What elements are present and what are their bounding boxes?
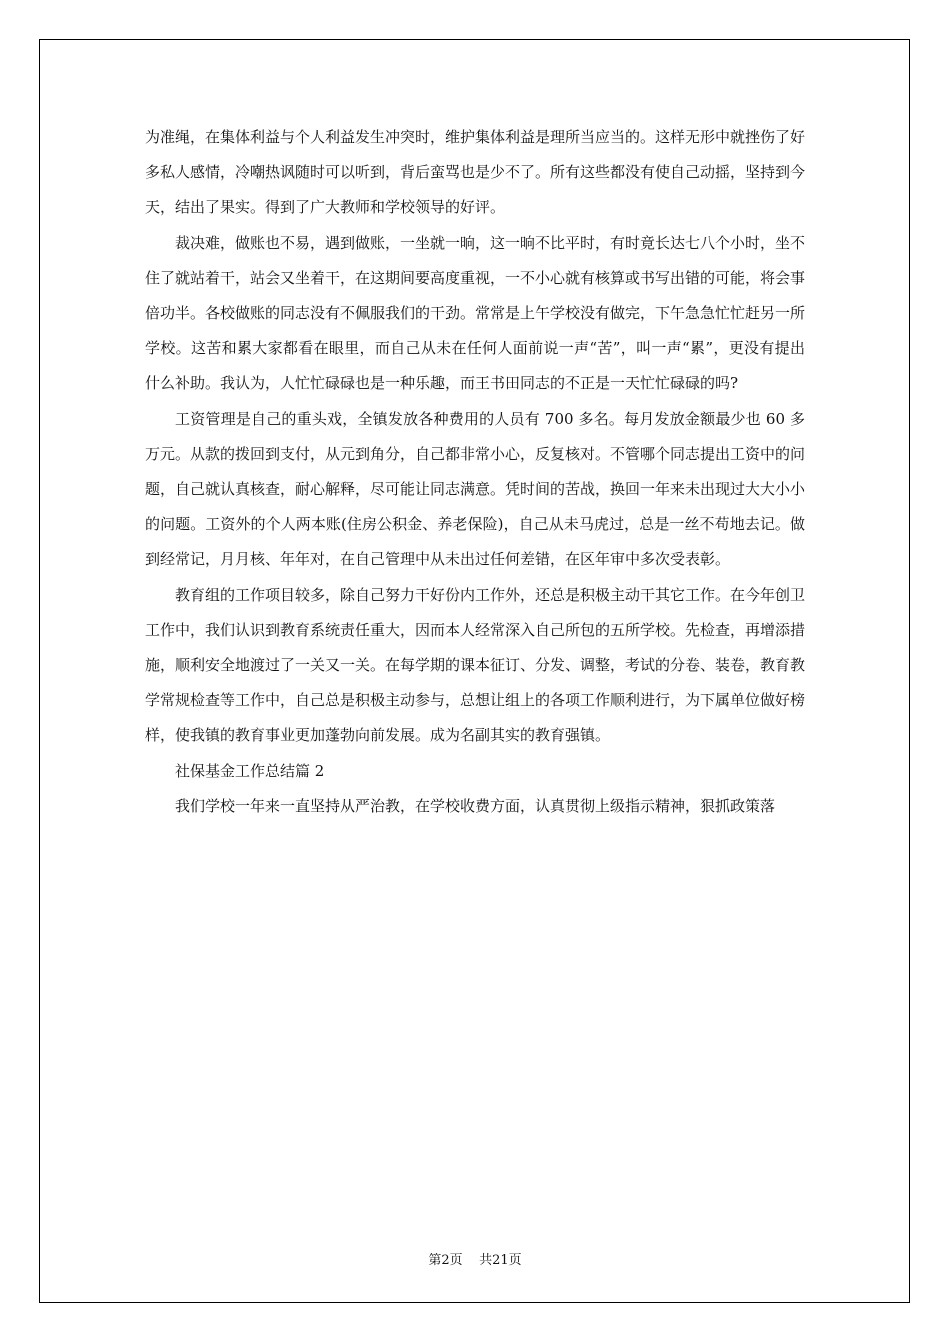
paragraph-4: 教育组的工作项目较多，除自己努力干好份内工作外，还总是积极主动干其它工作。在今年创卫工作中，我们认识到教育系统责任重大，因而本人经常深入自己所包的五所学校。先检查，再增添措施，顺利安全地渡过了一关又一关。在每学期的课本征订、分发、调整，考试的分卷、装卷，教育教学常规检查等工作中，自己总是积极主动参与，总想让组上的各项工作顺利进行，为下属单位做好榜样，使我镇的教育事业更加蓬勃向前发展。成为名副其实的教育强镇。 xyxy=(145,585,806,745)
paragraph-3: 工资管理是自己的重头戏，全镇发放各种费用的人员有 700 多名。每月发放金额最少也 60 多万元。从款的拨回到支付，从元到角分，自己都非常小心，反复核对。不管哪个同志提出工资中的问题，自己就认真核查，耐心解释，尽可能让同志满意。凭时间的苦战，换回一年来未出现过大大小小的问题。工资外的个人两本账(住房公积金、养老保险)，自己从未马虎过，总是一丝不苟地去记。做到经常记，月月核、年年对，在自己管理中从未出过任何差错，在区年审中多次受表彰。 xyxy=(145,409,806,569)
paragraph-1: 为准绳，在集体利益与个人利益发生冲突时，维护集体利益是理所当应当的。这样无形中就挫伤了好多私人感情，冷嘲热讽随时可以听到，背后蛮骂也是少不了。所有这些都没有使自己动摇，坚持到今天，结出了果实。得到了广大教师和学校领导的好评。 xyxy=(145,128,806,217)
paragraph-5: 我们学校一年来一直坚持从严治教，在学校收费方面，认真贯彻上级指示精神，狠抓政策落 xyxy=(175,796,776,815)
page-number-footer: 第2页 共21页 xyxy=(428,1253,522,1268)
section-heading: 社保基金工作总结篇 2 xyxy=(175,761,325,780)
document-body xyxy=(145,120,805,824)
paragraph-2: 裁决难，做账也不易，遇到做账，一坐就一晌，这一晌不比平时，有时竟长达七八个小时，坐不住了就站着干，站会又坐着干，在这期间要高度重视，一不小心就有核算或书写出错的可能，将会事倍功半。各校做账的同志没有不佩服我们的干劲。常常是上午学校没有做完，下午急急忙忙赶另一所学校。这苦和累大家都看在眼里，而自己从未在任何人面前说一声“苦”，叫一声“累”，更没有提出什么补助。我认为，人忙忙碌碌也是一种乐趣，而王书田同志的不正是一天忙忙碌碌的吗? xyxy=(145,233,806,393)
